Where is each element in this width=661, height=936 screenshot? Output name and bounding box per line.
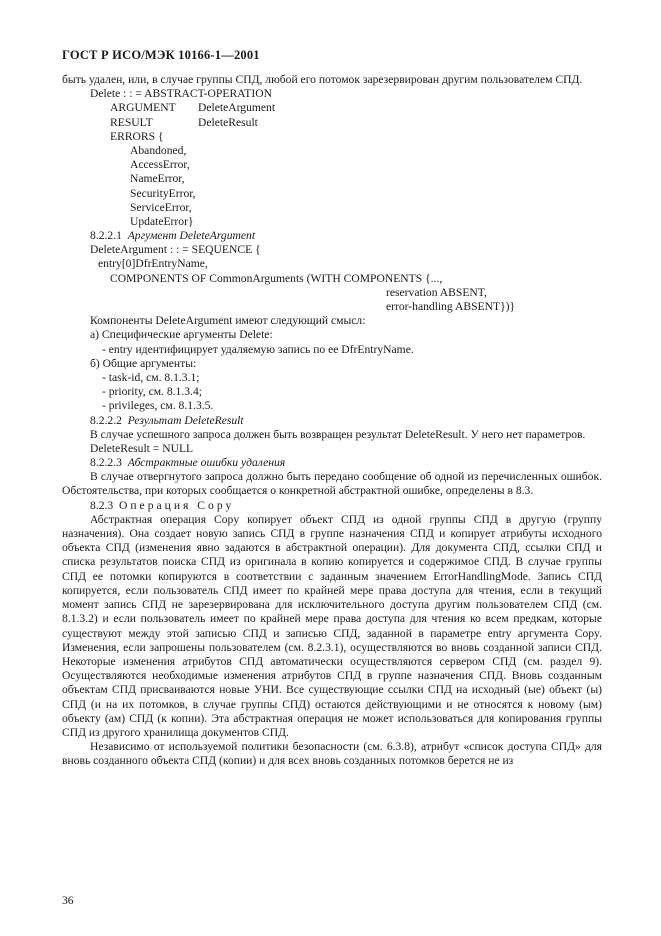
error-item: Abandoned, [130,143,187,157]
section-number: 8.2.3 [90,498,114,512]
error-item: SecurityError, [130,186,196,200]
error-item: NameError, [130,172,185,186]
components-meaning: Компоненты DeleteArgument имеют следующий смысл: [90,314,366,328]
section-number: 8.2.2.3 [90,456,122,470]
errors-paragraph: В случае отвергнутого запроса должно быть передано сообщение об одной из перечисленных ошибок. Обстоятельства, при которых сообщается о конкретной абстрактной ошибке, определены в 8.3. [62,470,602,498]
section-number: 8.2.2.1 [90,229,122,243]
common-argument-item: - priority, см. 8.1.3.4; [102,385,202,399]
section-heading-8-2-2-3 [62,456,602,470]
section-heading-8-2-3 [62,499,602,513]
argument-error-handling: error-handling ABSENT})} [386,300,516,314]
section-heading-8-2-2-1 [62,229,602,243]
document-body [62,73,602,769]
section-title: Операция Сору [118,498,235,512]
document-header: ГОСТ Р ИСО/МЭК 10166-1—2001 [62,48,260,62]
argument-sequence: DeleteArgument : : = SEQUENCE { [90,243,261,257]
error-item: UpdateError} [130,214,194,228]
delete-definition: Delete : : = ABSTRACT-OPERATION [90,87,272,101]
result-type: DeleteResult [198,115,258,129]
result-keyword: RESULT [110,115,153,129]
error-item: ServiceError, [130,200,192,214]
common-argument-item: - task-id, см. 8.1.3.1; [102,370,200,384]
section-title: Результат DeleteResult [127,413,244,427]
errors-open: ERRORS { [110,129,164,143]
copy-paragraph: Абстрактная операция Copy копирует объект СПД из одной группы СПД в другую (группу назначения). Она создает новую запись СПД в группе назначения СПД и копирует атрибуты исходного объекта СПД (изменения явно задаются в абстрактной операции). Для документа СПД, ссылки СПД и списка результатов поиска СПД из оригинала в копию копируется и содержимое СПД. В случае группы СПД ее потомки копируются в соответствии с заданным значением ErrorHandlingMode. Запись СПД копируется, если пользователь СПД имеет по крайней мере права доступа для чтения, если в текущий момент запись СПД не зарезервирована для исключительного доступа другим пользователем СПД (см. 8.1.3.2) и если пользователь имеет по крайней мере права доступа для чтения ко всем предкам, которые существуют между этой записью СПД и записью СПД, заданной в параметре entry аргумента Copy. Изменения, если запрошены пользователем (см. 8.2.3.1), осуществляются во вновь созданной записи СПД. Некоторые изменения атрибутов СПД автоматически осуществляются сервером СПД (см. раздел 9). Осуществляются необходимые изменения атрибутов СПД в группе назначения СПД. Вновь созданным объектам СПД присваиваются новые УНИ. Все существующие ссылки СПД на исходный (ые) объект (ы) СПД (и на их потомков, в случае группы СПД) остаются действующими и не относятся к новому (ым) объекту (ам) СПД (к копии). Эта абстрактная операция не может использоваться для копирования группы СПД из другого хранилища документов СПД. [62,512,602,739]
error-item: AccessError, [130,158,190,172]
argument-line [62,101,602,115]
argument-components: COMPONENTS OF CommonArguments (WITH COMPONENTS {..., [110,271,443,285]
section-number: 8.2.2.2 [90,413,122,427]
argument-entry: entry[0]DfrEntryName, [98,257,208,271]
intro-paragraph: быть удален, или, в случае группы СПД, любой его потомок зарезервирован другим пользователем СПД. [62,73,583,86]
specific-entry: - entry идентифицирует удаляемую запись по ее DfrEntryName. [102,342,414,356]
page-number: 36 [62,895,74,907]
section-title: Абстрактные ошибки удаления [127,456,286,470]
result-paragraph: В случае успешного запроса должен быть возвращен результат DeleteResult. У него нет параметров. [90,427,586,441]
specific-arguments-label: а) Специфические аргументы Delete: [90,328,273,342]
argument-type: DeleteArgument [198,101,276,115]
result-definition: DeleteResult = NULL [90,441,194,455]
argument-reservation: reservation ABSENT, [386,285,487,299]
section-title: Аргумент DeleteArgument [127,229,256,243]
policy-paragraph: Независимо от используемой политики безопасности (см. 6.3.8), атрибут «список доступа СПД» для вновь созданного объекта СПД (копии) и для всех вновь созданных потомков берется не из [62,740,602,768]
common-arguments-label: б) Общие аргументы: [90,356,197,370]
result-line [62,116,602,130]
argument-keyword: ARGUMENT [110,101,176,115]
section-heading-8-2-2-2 [62,414,602,428]
common-argument-item: - privileges, см. 8.1.3.5. [102,399,214,413]
